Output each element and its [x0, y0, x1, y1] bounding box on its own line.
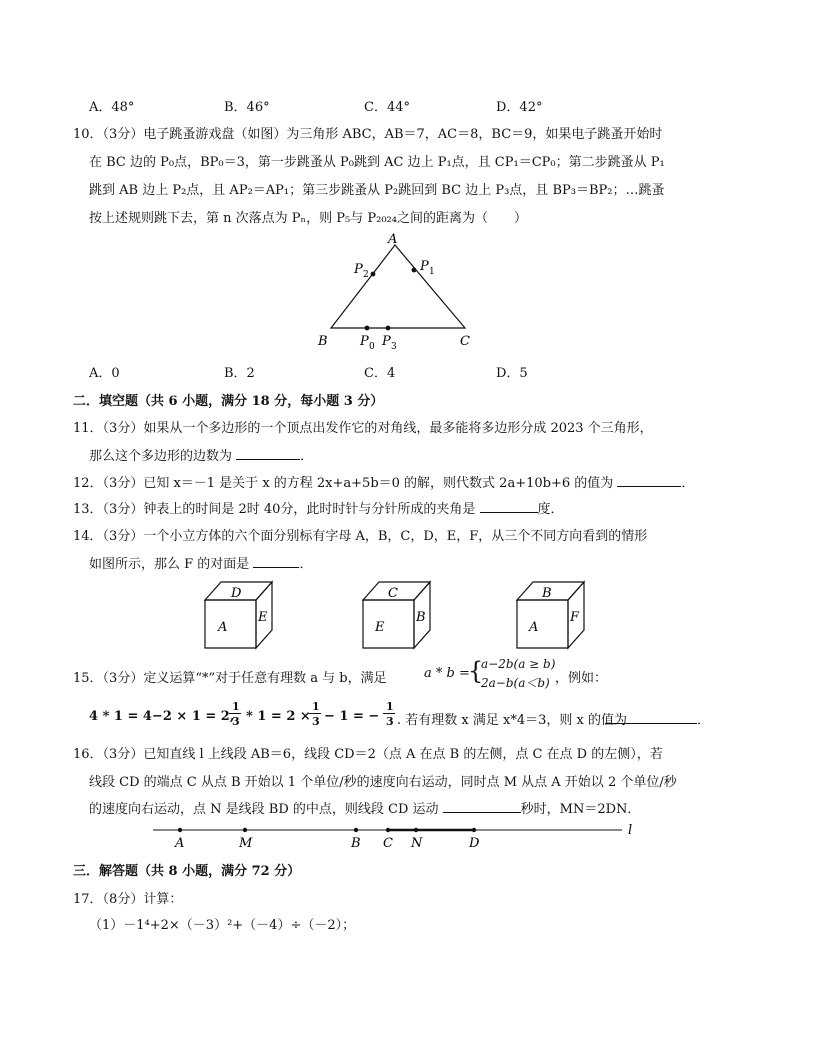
point-p0 [365, 326, 370, 331]
q15-end: ． [697, 713, 711, 728]
q16-answer-blank[interactable] [443, 811, 521, 813]
q11-end: ． [300, 449, 314, 464]
nl-label-m: M [239, 836, 253, 851]
q11-text: 那么这个多边形的边数为 [89, 449, 233, 464]
q15-frac2-num: 1 [312, 700, 320, 713]
q15-answer-blank[interactable] [605, 722, 697, 724]
cube-view-2 [358, 578, 438, 652]
q10-line-2: 在 BC 边的 P₀点，BP₀＝3，第一步跳蚤从 P₀跳到 AC 边上 P₁点，且 CP₁＝CP₀；第二步跳蚤从 P₁ [89, 155, 665, 170]
q14-line-1: 14．（3分）一个小立方体的六个面分别标有字母 A，B，C，D，E，F，从三个不同方向看到的情形 [73, 529, 648, 544]
q15-frac1-den: 3 [232, 715, 240, 728]
q17-part-1: （1）－1⁴+2×（－3）²+（－4）÷（－2）； [89, 918, 356, 933]
nl-label-n: N [411, 836, 423, 851]
section-2-heading: 二．填空题（共 6 小题，满分 18 分，每小题 3 分） [73, 394, 384, 409]
q11-line-1: 11．（3分）如果从一个多边形的一个顶点出发作它的对角线，最多能将多边形分成 2023 个三角形， [73, 421, 653, 436]
q15-frac1-bar [229, 713, 241, 714]
label-p3: P [382, 334, 391, 349]
q12-end: ． [681, 476, 695, 491]
q15-case-2: 2a−b(a＜b) [481, 676, 550, 690]
q9-option-a: A．48° [89, 100, 135, 115]
label-c: C [460, 334, 470, 349]
q10-option-d: D．5 [496, 366, 528, 381]
q16-line-1: 16．（3分）已知直线 l 上线段 AB＝6，线段 CD＝2（点 A 在点 B 的左侧，点 C 在点 D 的左侧），若 [73, 747, 663, 762]
q14-line-2 [89, 553, 312, 572]
q16-text: 的速度向右运动，点 N 是线段 BD 的中点，则线段 CD 运动 [89, 802, 439, 817]
q15-frac1-num: 1 [232, 700, 240, 713]
cube2-front: E [375, 620, 385, 635]
q15-frac3-den: 3 [386, 715, 394, 728]
point-c [386, 828, 390, 832]
q9-option-d: D．42° [496, 100, 543, 115]
q11-answer-blank[interactable] [236, 458, 300, 460]
q13-end: 度． [537, 502, 564, 517]
q16-line-3 [89, 798, 640, 817]
cube-view-3 [512, 578, 592, 652]
nl-label-b: B [351, 836, 361, 851]
nl-label-c: C [383, 836, 393, 851]
nl-label-d: D [469, 836, 480, 851]
label-b: B [318, 334, 328, 349]
q13-answer-blank[interactable] [480, 511, 538, 513]
cube-view-1 [200, 578, 280, 652]
q15-example-1: 4 * 1 = 4−2 × 1 = 2, [89, 709, 235, 724]
q17-heading: 17．（8分）计算： [73, 892, 183, 907]
cube1-side: E [258, 610, 268, 625]
q15-case-1: a−2b(a ≥ b) [481, 657, 556, 671]
q12-answer-blank[interactable] [617, 485, 681, 487]
q15-def-lhs: a * b = [424, 666, 470, 681]
q15-frac2-den: 3 [312, 715, 320, 728]
label-p0-sub: 0 [369, 342, 375, 352]
point-n [414, 828, 418, 832]
q15-answer-line [605, 709, 710, 728]
q12-line [73, 472, 694, 491]
label-p1: P [420, 259, 429, 274]
section-3-heading: 三．解答题（共 8 小题，满分 72 分） [73, 864, 301, 879]
nl-label-a: A [175, 836, 185, 851]
q10-line-4: 按上述规则跳下去，第 n 次落点为 Pₙ，则 P₅与 P₂₀₂₄之间的距离为（ ） [89, 211, 527, 226]
label-a: A [388, 232, 398, 247]
q16-tail: 秒时，MN＝2DN． [520, 802, 641, 817]
point-p2 [371, 272, 376, 277]
label-p0: P [360, 334, 369, 349]
cube1-top: D [231, 586, 242, 601]
label-p1-sub: 1 [429, 267, 435, 277]
q13-text: 13．（3分）钟表上的时间是 2时 40分，此时时针与分针所成的夹角是 [73, 502, 476, 517]
q10-line-1: 10．（3分）电子跳蚤游戏盘（如图）为三角形 ABC，AB＝7，AC＝8，BC＝9，如果电子跳蚤开始时 [73, 127, 663, 142]
cube3-side: F [570, 610, 580, 625]
q9-option-c: C．44° [364, 100, 410, 115]
q15-frac2-bar [309, 713, 321, 714]
triangle-abc [331, 245, 465, 328]
triangle-figure [310, 228, 490, 356]
q15-example-2-mid: * 1 = 2 × [246, 709, 311, 724]
point-d [472, 828, 476, 832]
point-p1 [412, 268, 417, 273]
q16-line-2: 线段 CD 的端点 C 从点 B 开始以 1 个单位/秒的速度向右运动，同时点 M 从点 A 开始以 2 个单位/秒 [89, 775, 677, 790]
q10-option-b: B．2 [224, 366, 255, 381]
label-p2-sub: 2 [363, 270, 369, 280]
q13-line [73, 498, 564, 517]
q11-line-2 [89, 445, 313, 464]
nl-label-l: l [628, 823, 633, 838]
q15-line-1-text: 15．（3分）定义运算“*”对于任意有理数 a 与 b，满足 [73, 671, 387, 686]
q12-text: 12．（3分）已知 x＝－1 是关于 x 的方程 2x+a+5b＝0 的解，则代数式 2a+10b+6 的值为 [73, 476, 614, 491]
cube2-side: B [416, 610, 426, 625]
q14-answer-blank[interactable] [253, 566, 299, 568]
q10-option-c: C．4 [364, 366, 396, 381]
q14-text: 如图所示，那么 F 的对面是 [89, 557, 250, 572]
number-line-figure [150, 820, 650, 852]
cube2-top: C [388, 586, 398, 601]
q10-option-a: A．0 [89, 366, 120, 381]
label-p2: P [354, 262, 363, 277]
point-p3 [386, 326, 391, 331]
q15-brace: { [468, 657, 484, 685]
point-a [178, 828, 182, 832]
q15-question-tail: . 若有理数 x 满足 x*4＝3，则 x 的值为 [397, 713, 627, 728]
q15-frac3-bar [383, 713, 395, 714]
q10-line-3: 跳到 AB 边上 P₂点，且 AP₂＝AP₁；第三步跳蚤从 P₂跳回到 BC 边上 P₃点，且 BP₃＝BP₂；…跳蚤 [89, 183, 665, 198]
q14-end: ． [299, 557, 313, 572]
cube1-front: A [218, 620, 228, 635]
point-b [354, 828, 358, 832]
q15-frac3-num: 1 [386, 700, 394, 713]
q15-example-2-tail: − 1 = − [324, 709, 380, 724]
cube3-front: A [529, 620, 539, 635]
cube3-top: B [542, 586, 552, 601]
point-m [243, 828, 247, 832]
q9-option-b: B．46° [224, 100, 270, 115]
q15-line-1-end: ，例如： [555, 671, 608, 686]
label-p3-sub: 3 [391, 342, 397, 352]
